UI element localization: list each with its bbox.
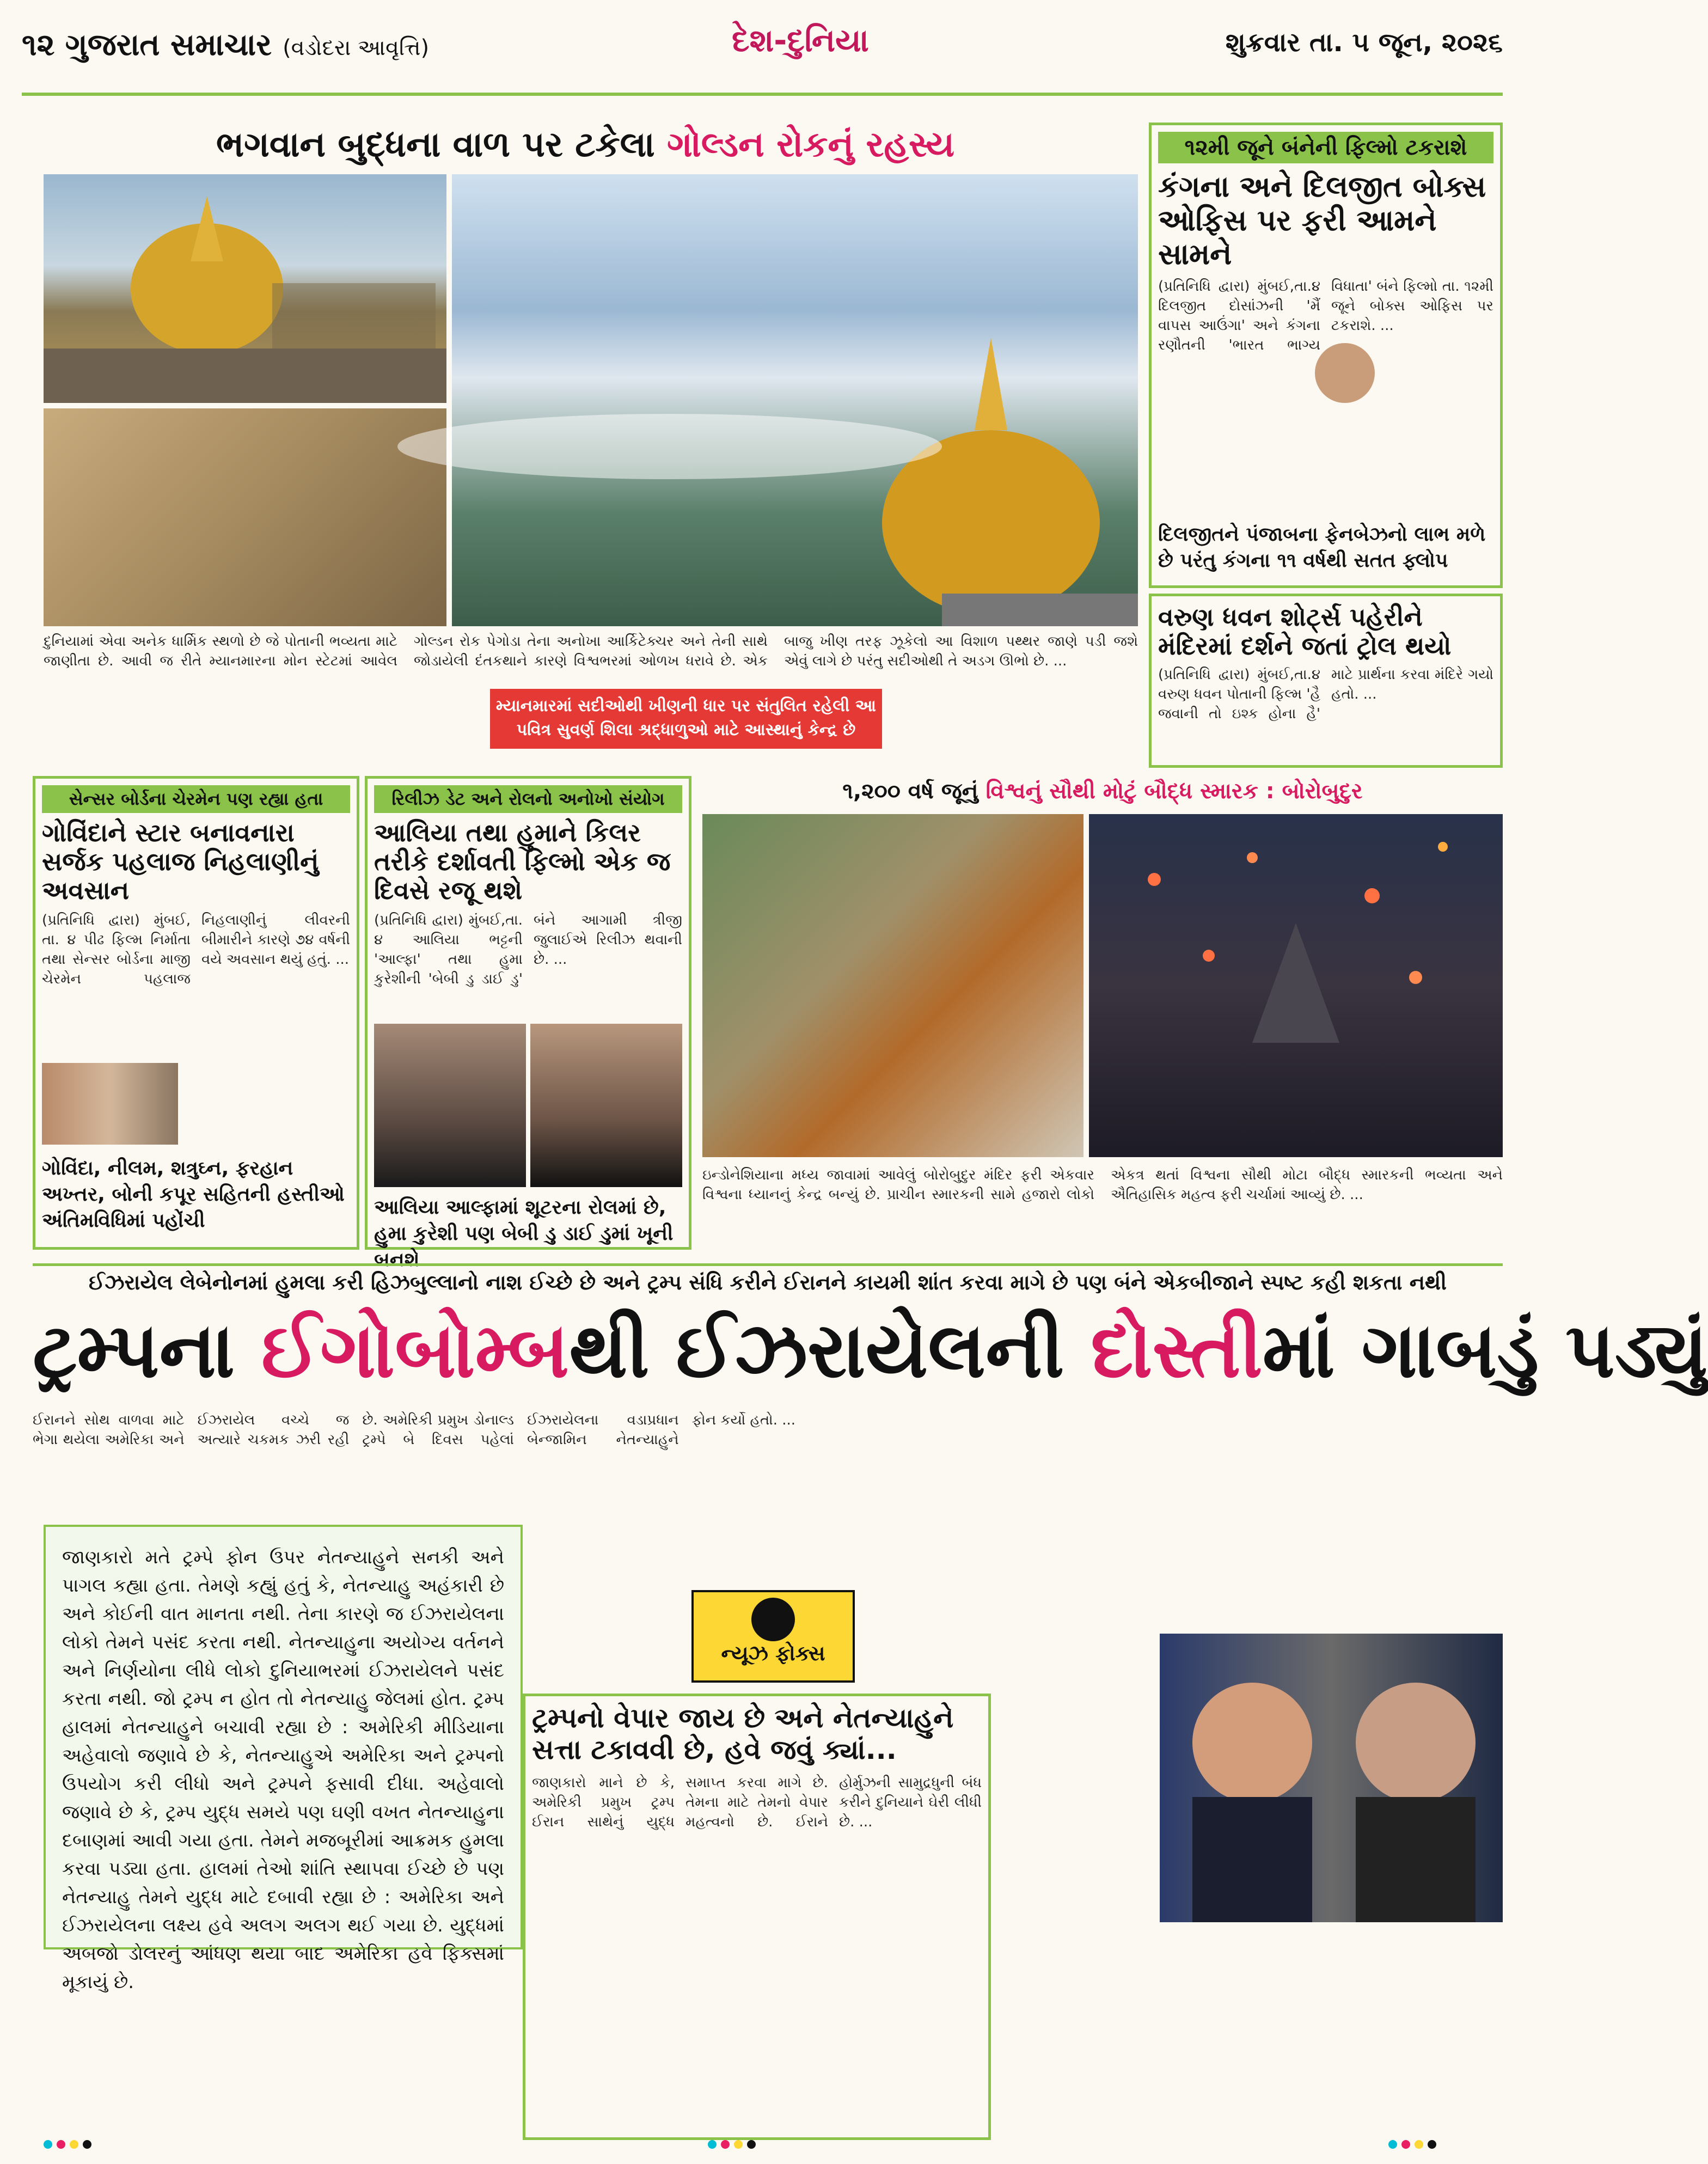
alia-headline: આલિયા તથા હુમાને કિલર તરીકે દર્શાવતી ફિલ્મો એક જ દિવસે રજૂ થશે xyxy=(374,818,671,905)
relic-photo xyxy=(44,408,446,626)
govinda-kicker: સેન્સર બોર્ડના ચેરમેન પણ રહ્યા હતા xyxy=(42,785,350,813)
diljit-photo xyxy=(1315,343,1375,403)
registration-marks xyxy=(1388,2140,1441,2151)
golden-rock-body: દુનિયામાં એવા અનેક ધાર્મિક સ્થળો છે જે પોતાની ભવ્યતા માટે જાણીતા છે. આવી જ રીતે મ્યાનમારના મોન સ્ટેટમાં આવેલ ગોલ્ડન રોક પેગોડા તેના અનોખા આર્કિટેક્ચર અને તેની સાથે જોડાયેલી દંતકથાને કારણે વિશ્વભરમાં ઓળખ ધરાવે છે. એક બાજુ ખીણ તરફ ઝૂકેલો આ વિશાળ પથ્થર જાણે પડી જશે એવું લાગે છે પરંતુ સદીઓથી તે અડગ ઊભો છે. ... xyxy=(44,633,1138,669)
lantern-photo xyxy=(1089,814,1503,1157)
leaders-illustration xyxy=(1160,1634,1503,1922)
trump-body: ઈરાનને સોથ વાળવા માટે ભેગા થયેલા અમેરિકા અને ઈઝરાયેલ વચ્ચે જ અત્યારે ચકમક ઝરી રહી છે. અમેરિકી પ્રમુખ ડોનાલ્ડ ટ્રમ્પે બે દિવસ પહેલાં ઈઝરાયેલના વડાપ્રધાન બેન્જામિન નેતન્યાહુને ફોન કર્યો હતો. ... xyxy=(33,1412,796,1448)
trump-headline: ટ્રમ્પના ઈગોબોમ્બથી ઈઝરાયેલની દોસ્તીમાં ગાબડું પડ્યું xyxy=(33,1306,1708,1395)
alia-body: (પ્રતિનિધિ દ્વારા) મુંબઈ,તા. ૪ આલિયા ભટ્ટની 'આલ્ફા' તથા હુમા કુરેશીની 'બેબી ડુ ડાઈ ડુ' બંને આગામી ત્રીજી જુલાઈએ રિલીઝ થવાની છે. ... xyxy=(374,912,682,987)
kangana-kicker: ૧૨મી જૂને બંનેની ફિલ્મો ટકરાશે xyxy=(1158,132,1493,163)
kangana-box xyxy=(1149,123,1503,588)
golden-rock-photo xyxy=(452,174,1138,626)
govinda-box xyxy=(33,776,359,1250)
golden-rock-caption: મ્યાનમારમાં સદીઓથી ખીણની ધાર પર સંતુલિત રહેલી આ પવિત્ર સુવર્ણ શિલા શ્રદ્ધાળુઓ માટે આસ્થાનું કેન્દ્ર છે xyxy=(490,689,882,749)
registration-marks xyxy=(708,2140,760,2151)
issue-date: શુક્રવાર તા. ૫ જૂન, ૨૦૨૬ xyxy=(1225,27,1503,58)
trump-netanyahu-photo xyxy=(1160,1634,1503,1922)
alia-photo xyxy=(530,1024,682,1187)
paper-name: ૧૨ ગુજરાત સમાચાર (વડોદરા આવૃત્તિ) xyxy=(22,27,430,63)
kangana-sub: દિલજીતને પંજાબના ફેનબેઝનો લાભ મળે છે પરંતુ કંગના ૧૧ વર્ષથી સતત ફ્લોપ xyxy=(1158,523,1486,572)
govinda-headline: ગોવિંદાને સ્ટાર બનાવનારા સર્જક પહલાજ નિહલાણીનું અવસાન xyxy=(42,818,319,905)
trade-body: જાણકારો માને છે કે, અમેરિકી પ્રમુખ ટ્રમ્પ ઈરાન સાથેનું યુદ્ધ સમાપ્ત કરવા માગે છે. તેમના માટે તેમનો વેપાર મહત્વનો છે. ઈરાને હોર્મુઝની સામુદ્રધુની બંધ કરીને દુનિયાને ઘેરી લીધી છે. ... xyxy=(532,1775,982,1830)
trade-headline: ટ્રમ્પનો વેપાર જાય છે અને નેતન્યાહુને સત્તા ટકાવવી છે, હવે જવું ક્યાં... xyxy=(532,1702,954,1765)
trump-kicker: ઈઝરાયેલ લેબેનોનમાં હુમલા કરી હિઝબુલ્લાનો નાશ ઈચ્છે છે અને ટ્રમ્પ સંધિ કરીને ઈરાનને કાયમી શાંત કરવા માગે છે પણ બંને એકબીજાને સ્પષ્ટ કહી શકતા નથી xyxy=(33,1263,1503,1301)
lantern-illustration xyxy=(1089,814,1503,1157)
borobudur-headline: ૧,૨૦૦ વર્ષ જૂનું વિશ્વનું સૌથી મોટું બૌદ્ધ સ્મારક : બોરોબુદુર xyxy=(842,779,1363,804)
edition-label: (વડોદરા આવૃત્તિ) xyxy=(283,35,430,60)
varun-headline: વરુણ ધવન શોર્ટ્સ પહેરીને મંદિરમાં દર્શને જતાં ટ્રોલ થયો xyxy=(1158,602,1452,661)
masthead xyxy=(22,11,1503,93)
alia-box xyxy=(365,776,691,1271)
golden-rock-illustration xyxy=(452,174,1138,626)
huma-photo xyxy=(374,1024,526,1187)
eye-icon xyxy=(751,1598,795,1641)
govinda-sub: ગોવિંદા, નીલમ, શત્રુઘ્ન, ફરહાન અખ્તર, બોની કપૂર સહિતની હસ્તીઓ અંતિમવિધિમાં પહોંચી xyxy=(42,1157,345,1232)
varun-body: (પ્રતિનિધિ દ્વારા) મુંબઈ,તા.૪ વરુણ ધવન પોતાની ફિલ્મ 'હૈ જવાની તો ઇશ્ક હોના હૈ' માટે પ્રાર્થના કરવા મંદિરે ગયો હતો. ... xyxy=(1158,666,1493,722)
alia-sub: આલિયા આલ્ફામાં શૂટરના રોલમાં છે, હુમા કુરેશી પણ બેબી ડુ ડાઈ ડુમાં ખૂની બનશે xyxy=(374,1196,674,1271)
trump-quote-box: જાણકારો મતે ટ્રમ્પે ફોન ઉપર નેતન્યાહુને સનકી અને પાગલ કહ્યા હતા. તેમણે કહ્યું હતું કે, નેતન્યાહુ અહંકારી છે અને કોઈની વાત માનતા નથી. તેના કારણે જ ઈઝરાયેલના લોકો તેમને પસંદ કરતા નથી. નેતન્યાહુના અયોગ્ય વર્તનને અને નિર્ણયોના લીધે લોકો દુનિયાભરમાં ઈઝરાયેલને પસંદ કરતા નથી. જો ટ્રમ્પ ન હોત તો નેતન્યાહુ જેલમાં હોત. ટ્રમ્પ હાલમાં નેતન્યાહુને બચાવી રહ્યા છે : અમેરિકી મીડિયાના અહેવાલો જણાવે છે કે, નેતન્યાહુએ અમેરિકા અને ટ્રમ્પનો ઉપયોગ કરી લીધો અને ટ્રમ્પને ફસાવી દીધા. અહેવાલો જણાવે છે કે, ટ્રમ્પ યુદ્ધ સમયે પણ ઘણી વખત નેતન્યાહુના દબાણમાં આવી ગયા હતા. તેમને મજબૂરીમાં આક્રમક હુમલા કરવા પડ્યા હતા. હાલમાં તેઓ શાંતિ સ્થાપવા ઈચ્છે છે પણ નેતન્યાહુ તેમને યુદ્ધ માટે દબાવી રહ્યા છે : અમેરિકા અને ઈઝરાયેલના લક્ષ્ય હવે અલગ અલગ થઈ ગયા છે. યુદ્ધમાં અબજો ડોલરનું આંધણ થયા બાદ અમેરિકા હવે ફિક્સમાં મૂકાયું છે. xyxy=(44,1525,523,1949)
masthead-rule xyxy=(22,93,1503,96)
alia-kicker: રિલીઝ ડેટ અને રોલનો અનોખો સંયોગ xyxy=(374,785,682,813)
news-focus-label: ન્યૂઝ ફોક્સ xyxy=(721,1641,825,1665)
varun-box xyxy=(1149,594,1503,768)
kangana-body: (પ્રતિનિધિ દ્વારા) મુંબઈ,તા.૪ દિલજીત દોસાંઝની 'મૈં વાપસ આઉંગા' અને કંગના રણૌતની 'ભારત ભાગ્ય વિધાતા' બંને ફિલ્મો તા. ૧૨મી જૂને બોક્સ ઓફિસ પર ટકરાશે. ... xyxy=(1158,278,1493,354)
pagoda-illustration xyxy=(44,174,446,403)
trump-trade-box xyxy=(523,1694,991,2140)
pagoda-photo xyxy=(44,174,446,403)
golden-rock-headline: ભગવાન બુદ્ધના વાળ પર ટકેલા ગોલ્ડન રોકનું રહસ્ય xyxy=(216,125,955,165)
section-label: દેશ-દુનિયા xyxy=(732,22,869,59)
borobudur-collage xyxy=(702,814,1083,1157)
borobudur-body: ઇન્ડોનેશિયાના મધ્ય જાવામાં આવેલું બોરોબુદુર મંદિર ફરી એકવાર વિશ્વના ધ્યાનનું કેન્દ્ર બન્યું છે. પ્રાચીન સ્મારકની સામે હજારો લોકો એકત્ર થતાં વિશ્વના સૌથી મોટા બૌદ્ધ સ્મારકની ભવ્યતા અને ઐતિહાસિક મહત્વ ફરી ચર્ચામાં આવ્યું છે. ... xyxy=(702,1167,1503,1203)
govinda-body: (પ્રતિનિધિ દ્વારા) મુંબઈ, તા. ૪ પીઢ ફિલ્મ નિર્માતા તથા સેન્સર બોર્ડના માજી ચેરમેન પહલાજ નિહલાણીનું લીવરની બીમારીને કારણે ૭૪ વર્ષની વયે અવસાન થયું હતું. ... xyxy=(42,912,350,987)
news-focus-logo xyxy=(691,1590,855,1683)
nihalani-photo xyxy=(42,1063,178,1145)
kangana-headline: કંગના અને દિલજીત બોક્સ ઓફિસ પર ફરી આમને સામને xyxy=(1158,169,1486,272)
registration-marks xyxy=(44,2140,96,2151)
